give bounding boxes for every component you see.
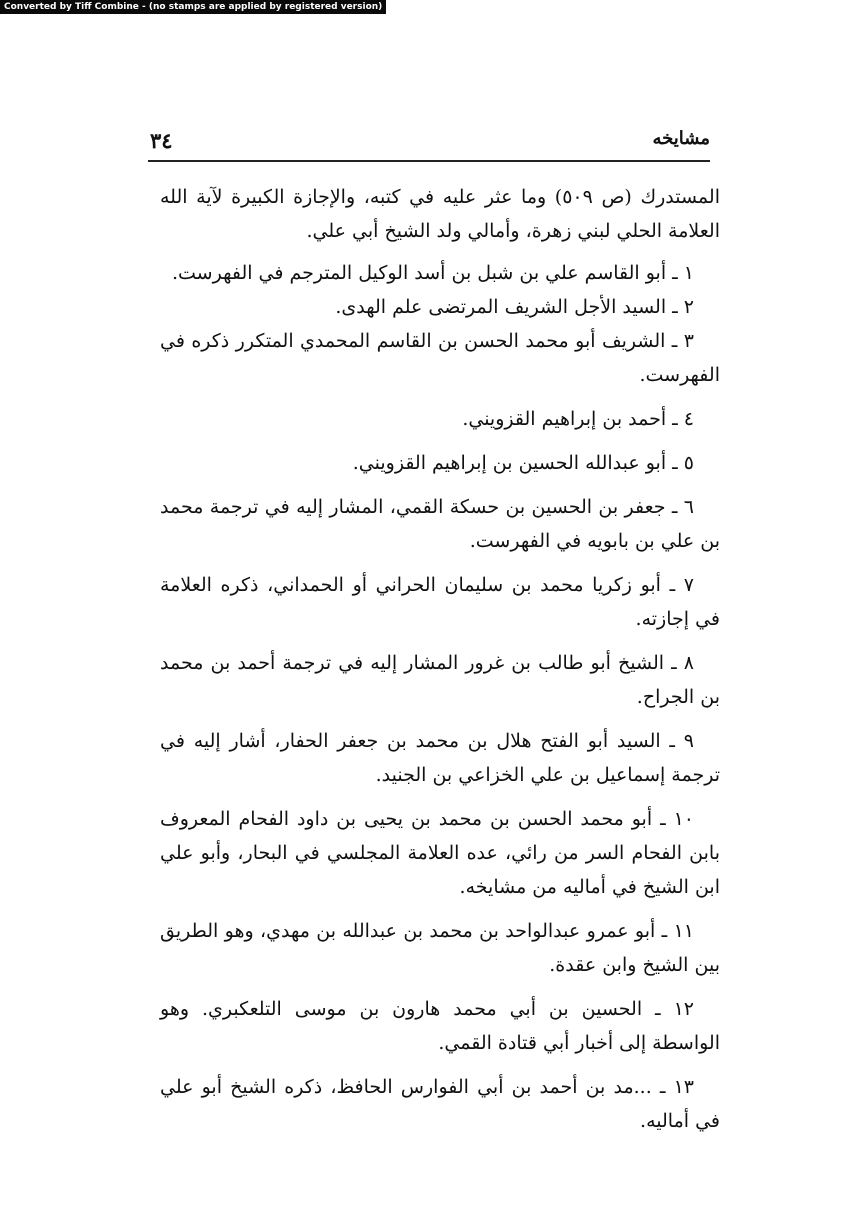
running-head	[150, 126, 710, 156]
entry-12: ١٢ ـ الحسين بن أبي محمد هارون بن موسى التلعكبري. وهو الواسطة إلى أخبار أبي قتادة القمي.	[160, 998, 720, 1054]
entry-8: ٨ ـ الشيخ أبو طالب بن غرور المشار إليه في ترجمة أحمد بن محمد بن الجراح.	[160, 652, 720, 708]
entry-2: ٢ ـ السيد الأجل الشريف المرتضى علم الهدى.	[335, 296, 694, 318]
entry-13: ١٣ ـ ...مد بن أحمد بن أبي الفوارس الحافظ، ذكره الشيخ أبو علي في أماليه.	[160, 1076, 720, 1132]
running-title: مشايخه	[652, 128, 710, 149]
entry-9: ٩ ـ السيد أبو الفتح هلال بن محمد بن جعفر الحفار، أشار إليه في ترجمة إسماعيل بن علي الخزاعي بن الجنيد.	[160, 730, 720, 786]
entry-3: ٣ ـ الشريف أبو محمد الحسن بن القاسم المحمدي المتكرر ذكره في الفهرست.	[160, 330, 720, 386]
entry-5: ٥ ـ أبو عبدالله الحسين بن إبراهيم القزويني.	[352, 452, 694, 474]
converter-banner: Converted by Tiff Combine - (no stamps are applied by registered version)	[0, 0, 386, 14]
header-divider	[148, 160, 710, 162]
page-body	[160, 180, 720, 1148]
entry-7: ٧ ـ أبو زكريا محمد بن سليمان الحراني أو الحمداني، ذكره العلامة في إجازته.	[160, 574, 720, 630]
intro-paragraph: المستدرك (ص ٥٠٩) وما عثر عليه في كتبه، والإجازة الكبيرة لآية الله العلامة الحلي لبني زهرة، وأمالي ولد الشيخ أبي علي.	[160, 186, 720, 242]
entry-1: ١ ـ أبو القاسم علي بن شبل بن أسد الوكيل المترجم في الفهرست.	[171, 262, 694, 284]
entry-6: ٦ ـ جعفر بن الحسين بن حسكة القمي، المشار إليه في ترجمة محمد بن علي بن بابويه في الفهرست.	[160, 496, 720, 552]
entry-11: ١١ ـ أبو عمرو عبدالواحد بن محمد بن عبدالله بن مهدي، وهو الطريق بين الشيخ وابن عقدة.	[160, 920, 720, 976]
entry-4: ٤ ـ أحمد بن إبراهيم القزويني.	[462, 408, 694, 430]
entry-10: ١٠ ـ أبو محمد الحسن بن محمد بن يحيى بن داود الفحام المعروف بابن الفحام السر من رائي، عده العلامة المجلسي في البحار، وأبو علي ابن الشيخ في أماليه من مشايخه.	[160, 808, 720, 898]
page-number: ٣٤	[150, 128, 173, 153]
